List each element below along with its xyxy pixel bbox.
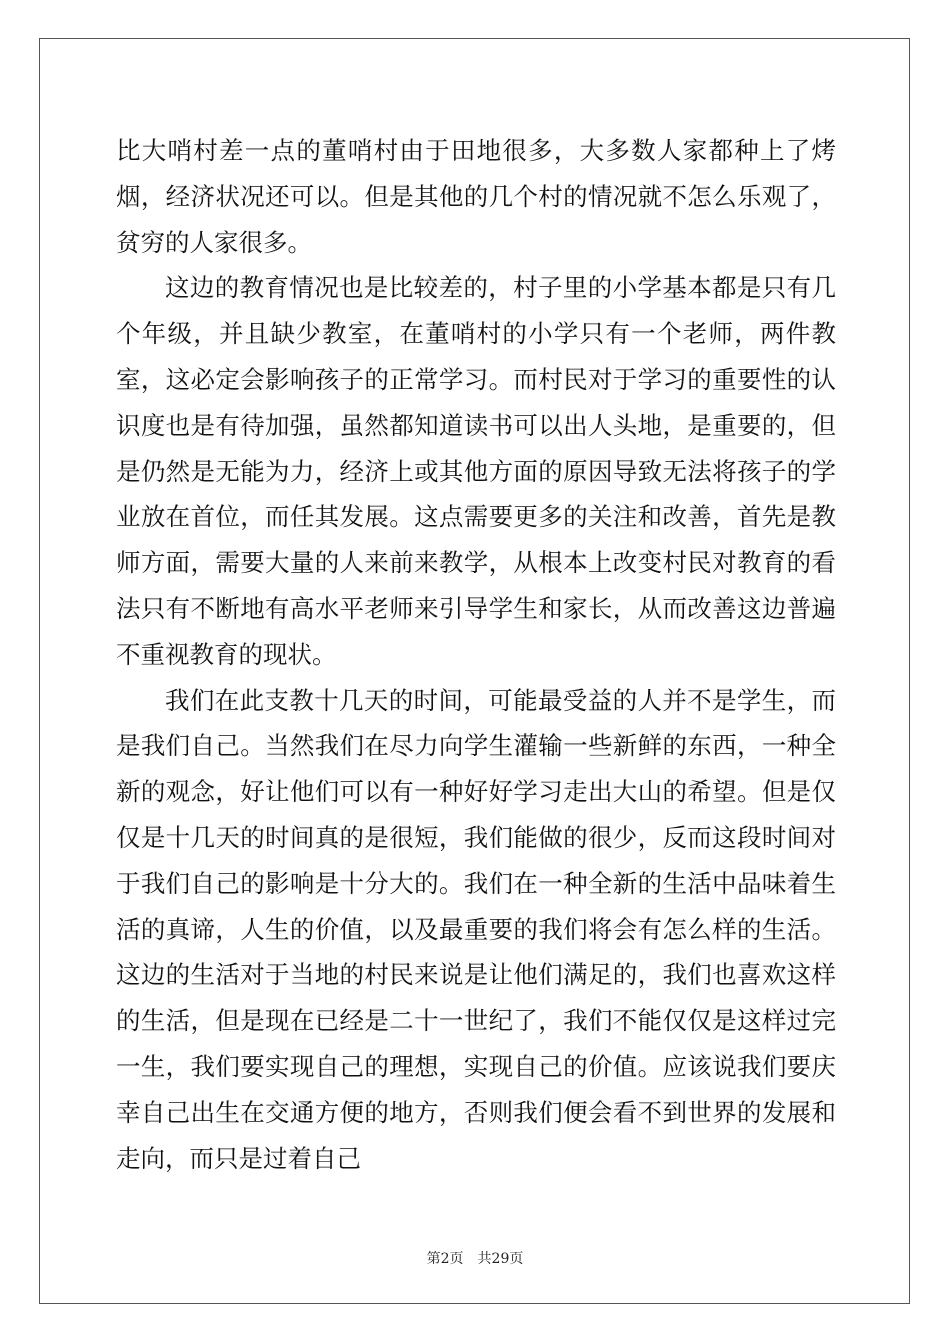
paragraph-1: 比大哨村差一点的董哨村由于田地很多，大多数人家都种上了烤烟，经济状况还可以。但是其他的几个村的情况就不怎么乐观了，贫穷的人家很多。: [116, 136, 836, 257]
page-total: 共29页: [477, 1251, 524, 1267]
page-number: 第2页: [426, 1251, 464, 1267]
paragraph-2: 这边的教育情况也是比较差的，村子里的小学基本都是只有几个年级，并且缺少教室，在董哨村的小学只有一个老师，两件教室，这必定会影响孩子的正常学习。而村民对于学习的重要性的认识度也是有待加强，虽然都知道读书可以出人头地，是重要的，但是仍然是无能为力，经济上或其他方面的原因导致无法将孩子的学业放在首位，而任其发展。这点需要更多的关注和改善，首先是教师方面，需要大量的人来前来教学，从根本上改变村民对教育的看法只有不断地有高水平老师来引导学生和家长，从而改善这边普遍不重视教育的现状。: [116, 273, 836, 669]
page-footer: [0, 1248, 950, 1268]
document-body: [116, 128, 836, 1181]
paragraph-3: 我们在此支教十几天的时间，可能最受益的人并不是学生，而是我们自己。当然我们在尽力向学生灌输一些新鲜的东西，一种全新的观念，好让他们可以有一种好好学习走出大山的希望。但是仅仅是十几天的时间真的是很短，我们能做的很少，反而这段时间对于我们自己的影响是十分大的。我们在一种全新的生活中品味着生活的真谛，人生的价值，以及最重要的我们将会有怎么样的生活。这边的生活对于当地的村民来说是让他们满足的，我们也喜欢这样的生活，但是现在已经是二十一世纪了，我们不能仅仅是这样过完一生，我们要实现自己的理想，实现自己的价值。应该说我们要庆幸自己出生在交通方便的地方，否则我们便会看不到世界的发展和走向，而只是过着自己: [116, 685, 836, 1173]
